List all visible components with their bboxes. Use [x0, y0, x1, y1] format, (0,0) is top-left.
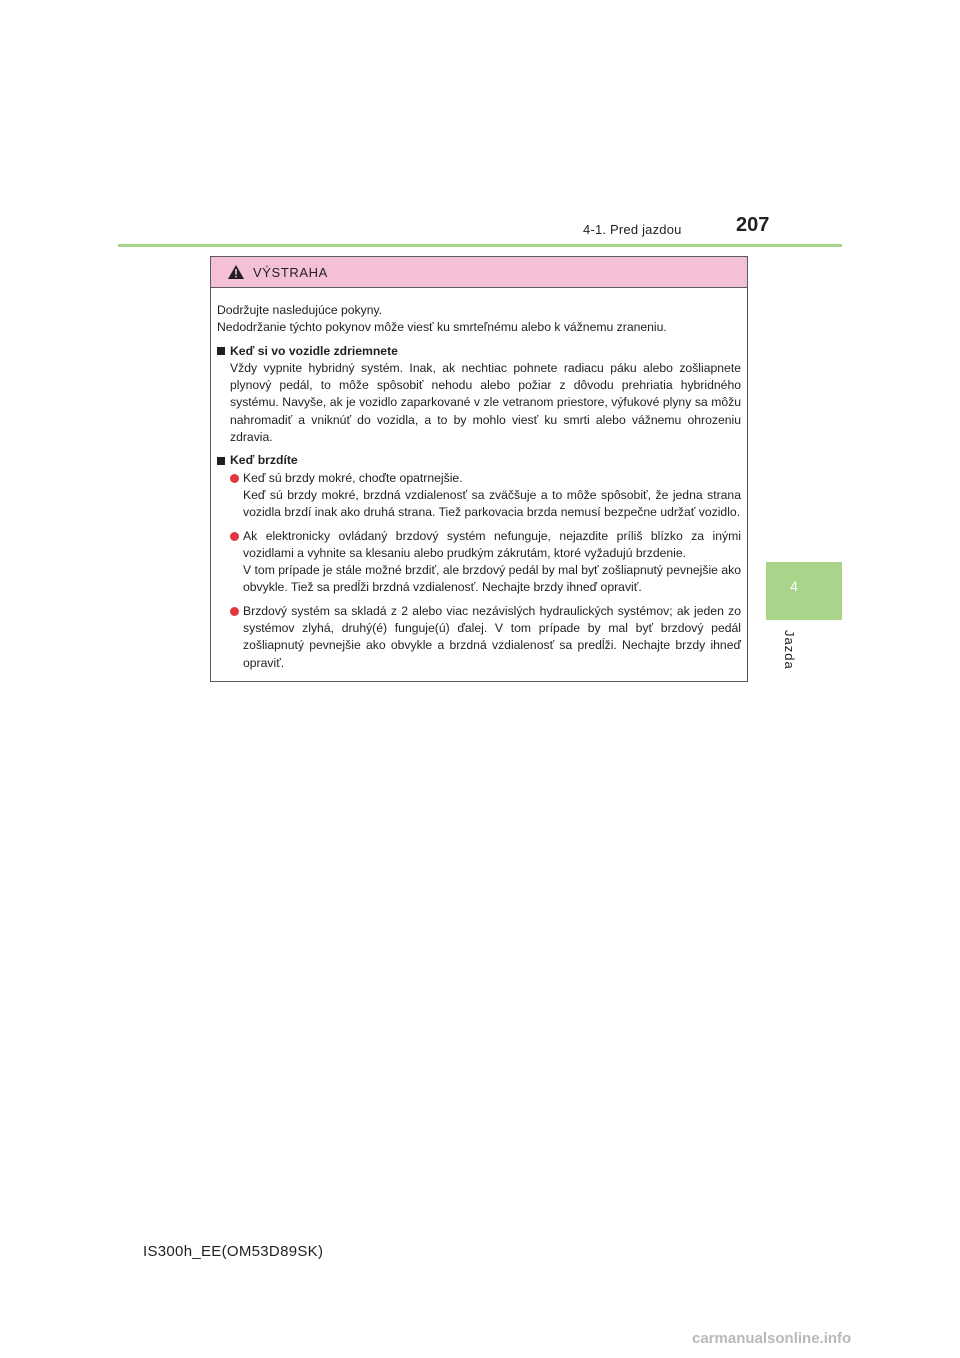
bullet-text [243, 528, 741, 597]
warning-title: VÝSTRAHA [253, 264, 328, 280]
intro-line: Dodržujte nasledujúce pokyny. [217, 303, 383, 317]
list-item [217, 528, 741, 597]
section-heading-text: Keď brzdíte [230, 453, 298, 468]
list-item [217, 470, 741, 522]
bullet-text [243, 603, 741, 672]
bullet-dot-icon [230, 474, 239, 483]
square-bullet-icon [217, 347, 225, 355]
header-divider [118, 244, 842, 247]
model-code: IS300h_EE(OM53D89SK) [143, 1243, 324, 1260]
bullet-line: Ak elektronicky ovládaný brzdový systém nefunguje, nejazdite príliš blízko za inými vozidlami a vyhnite sa klesaniu alebo prudkým zákrutám, ktoré vyžadujú brzdenie. [243, 528, 741, 560]
warning-body [211, 288, 747, 672]
section-heading-text: Keď si vo vozidle zdriemnete [230, 343, 398, 358]
section-heading-braking [217, 452, 741, 469]
watermark-link[interactable]: carmanualsonline.info [692, 1330, 852, 1347]
braking-bullet-list [217, 470, 741, 672]
header-section-title: 4-1. Pred jazdou [583, 222, 682, 237]
chapter-label: Jazda [782, 630, 797, 670]
warning-header [211, 257, 747, 288]
bullet-line: V tom prípade je stále možné brzdiť, ale brzdový pedál by mal byť zošliapnutý pevnejšie ako obvykle. Tiež sa predĺži brzdná vzdialenosť. Nechajte brzdy ihneď opraviť. [243, 563, 741, 595]
section-text-napping: Vždy vypnite hybridný systém. Inak, ak nechtiac pohnete radiacu páku alebo zošliapnete plynový pedál, to môže spôsobiť nehodu alebo požiar z dôvodu prehriatia hybridného systému. Navyše, ak je vozidlo zaparkované v zle vetranom priestore, výfukové plyny sa môžu nahromadiť a vniknúť do vozidla, a to by mohlo viesť ku smrti alebo vážnemu ohrozeniu zdravia. [230, 360, 741, 445]
chapter-number: 4 [790, 578, 798, 594]
chapter-tab[interactable] [766, 562, 842, 620]
page-number: 207 [736, 214, 770, 236]
bullet-dot-icon [230, 532, 239, 541]
bullet-dot-icon [230, 607, 239, 616]
list-item [217, 603, 741, 672]
square-bullet-icon [217, 457, 225, 465]
bullet-text [243, 470, 741, 522]
bullet-line: Brzdový systém sa skladá z 2 alebo viac nezávislých hydraulických systémov; ak jeden zo systémov zlyhá, druhý(é) funguje(ú) ďalej. V tom prípade by mal byť brzdový pedál zošliapnutý pevnejšie ako obvykle a brzdná vzdialenosť sa predĺži. Nechajte brzdy ihneď opraviť. [243, 603, 741, 670]
section-heading-napping [217, 343, 741, 360]
bullet-line: Keď sú brzdy mokré, brzdná vzdialenosť sa zväčšuje a to môže spôsobiť, že jedna strana vozidla brzdí inak ako druhá strana. Tiež parkovacia brzda nemusí bezpečne udržať vozidlo. [243, 487, 741, 520]
bullet-line: Keď sú brzdy mokré, choďte opatrnejšie. [243, 470, 463, 485]
warning-intro [217, 302, 741, 337]
intro-line: Nedodržanie týchto pokynov môže viesť ku smrteľnému alebo k vážnemu zraneniu. [217, 320, 667, 335]
warning-triangle-icon [227, 264, 245, 280]
warning-box [210, 256, 748, 682]
